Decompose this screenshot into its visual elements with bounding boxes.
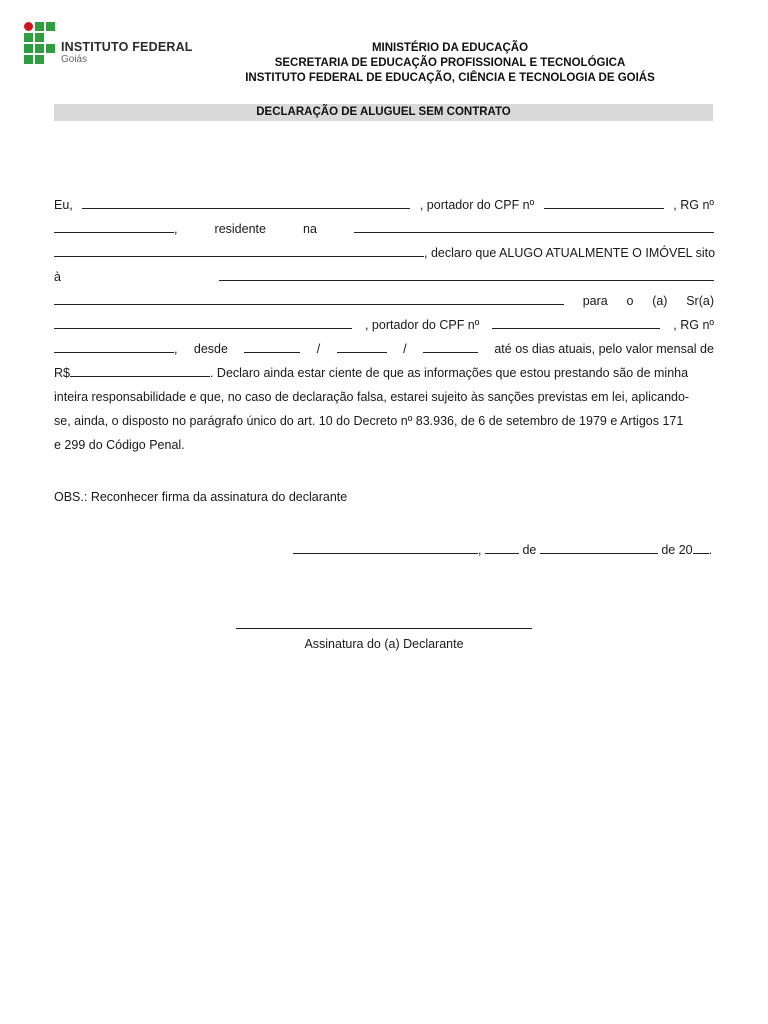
header-ministry: MINISTÉRIO DA EDUCAÇÃO (371, 42, 529, 54)
text-portador-cpf-2: , portador do CPF nº (364, 318, 480, 332)
text-comma-2: , (174, 342, 178, 356)
logo-subtitle: Goiás (61, 54, 88, 65)
body-line-11: e 299 do Código Penal. (54, 438, 185, 452)
signature-line[interactable] (236, 614, 532, 629)
landlord-cpf-field[interactable] (492, 314, 660, 329)
day-field[interactable] (485, 539, 519, 554)
body-line-2 (54, 217, 714, 241)
month-field[interactable] (540, 539, 658, 554)
body-line-9: inteira responsabilidade e que, no caso de declaração falsa, estarei sujeito às sanções previstas em lei, aplicando- (54, 390, 690, 404)
cpf-field[interactable] (544, 194, 664, 209)
text-slash-1: / (316, 342, 321, 356)
obs-note: OBS.: Reconhecer firma da assinatura do declarante (54, 490, 348, 504)
logo-mark-icon (24, 22, 58, 64)
text-comma: , (174, 222, 178, 236)
text-a-paren: (a) (652, 294, 668, 308)
text-rg-2: , RG nº (673, 318, 714, 332)
text-slash-2: / (403, 342, 407, 356)
institute-logo (24, 22, 194, 68)
body-line-6 (54, 313, 714, 337)
text-line-8: . Declaro ainda estar ciente de que as informações que estou prestando são de minha (209, 366, 689, 380)
date-location-line (293, 539, 712, 557)
text-rg: , RG nº (673, 198, 714, 212)
text-period: . (708, 543, 713, 557)
text-ate: até os dias atuais, pelo valor mensal de (494, 342, 714, 356)
rent-value-field[interactable] (70, 362, 210, 377)
body-line-1 (54, 193, 714, 217)
text-desde: desde (193, 342, 228, 356)
header-secretariat: SECRETARIA DE EDUCAÇÃO PROFISSIONAL E TECNOLÓGICA (274, 57, 626, 69)
document-title: DECLARAÇÃO DE ALUGUEL SEM CONTRATO (54, 104, 713, 121)
text-de-20: de 20 (661, 543, 693, 557)
body-line-8 (54, 361, 714, 385)
date-month-field[interactable] (337, 338, 387, 353)
body-line-3 (54, 241, 714, 265)
text-declaro: , declaro que ALUGO ATUALMENTE O IMÓVEL sito (424, 246, 716, 260)
text-a: à (54, 270, 61, 284)
text-de: de (522, 543, 537, 557)
address-field[interactable] (354, 218, 714, 233)
year-suffix-field[interactable] (693, 539, 709, 554)
signature-label: Assinatura do (a) Declarante (304, 637, 464, 651)
address-field-continued[interactable] (54, 242, 424, 257)
date-year-field[interactable] (423, 338, 478, 353)
text-na: na (303, 222, 317, 236)
text-residente: residente (214, 222, 266, 236)
text-portador-cpf: , portador do CPF nº (419, 198, 535, 212)
landlord-name-field[interactable] (54, 314, 352, 329)
city-field[interactable] (293, 539, 478, 554)
landlord-rg-field[interactable] (54, 338, 174, 353)
text-eu: Eu, (54, 198, 73, 212)
text-o: o (626, 294, 634, 308)
property-address-field[interactable] (219, 266, 714, 281)
name-field[interactable] (82, 194, 410, 209)
date-day-field[interactable] (244, 338, 300, 353)
text-rs: R$ (54, 366, 70, 380)
body-line-7 (54, 337, 714, 361)
property-address-field-continued[interactable] (54, 290, 564, 305)
logo-title: INSTITUTO FEDERAL (61, 40, 193, 54)
body-line-4 (54, 265, 714, 289)
rg-field[interactable] (54, 218, 174, 233)
text-sra: Sr(a) (686, 294, 714, 308)
text-para: para (582, 294, 608, 308)
body-line-5 (54, 289, 714, 313)
text-date-comma: , (478, 543, 482, 557)
header-institute: INSTITUTO FEDERAL DE EDUCAÇÃO, CIÊNCIA E TECNOLOGIA DE GOIÁS (245, 72, 655, 84)
body-line-10: se, ainda, o disposto no parágrafo único do art. 10 do Decreto nº 83.936, de 6 de setembro de 1979 e Artigos 171 (54, 414, 684, 428)
